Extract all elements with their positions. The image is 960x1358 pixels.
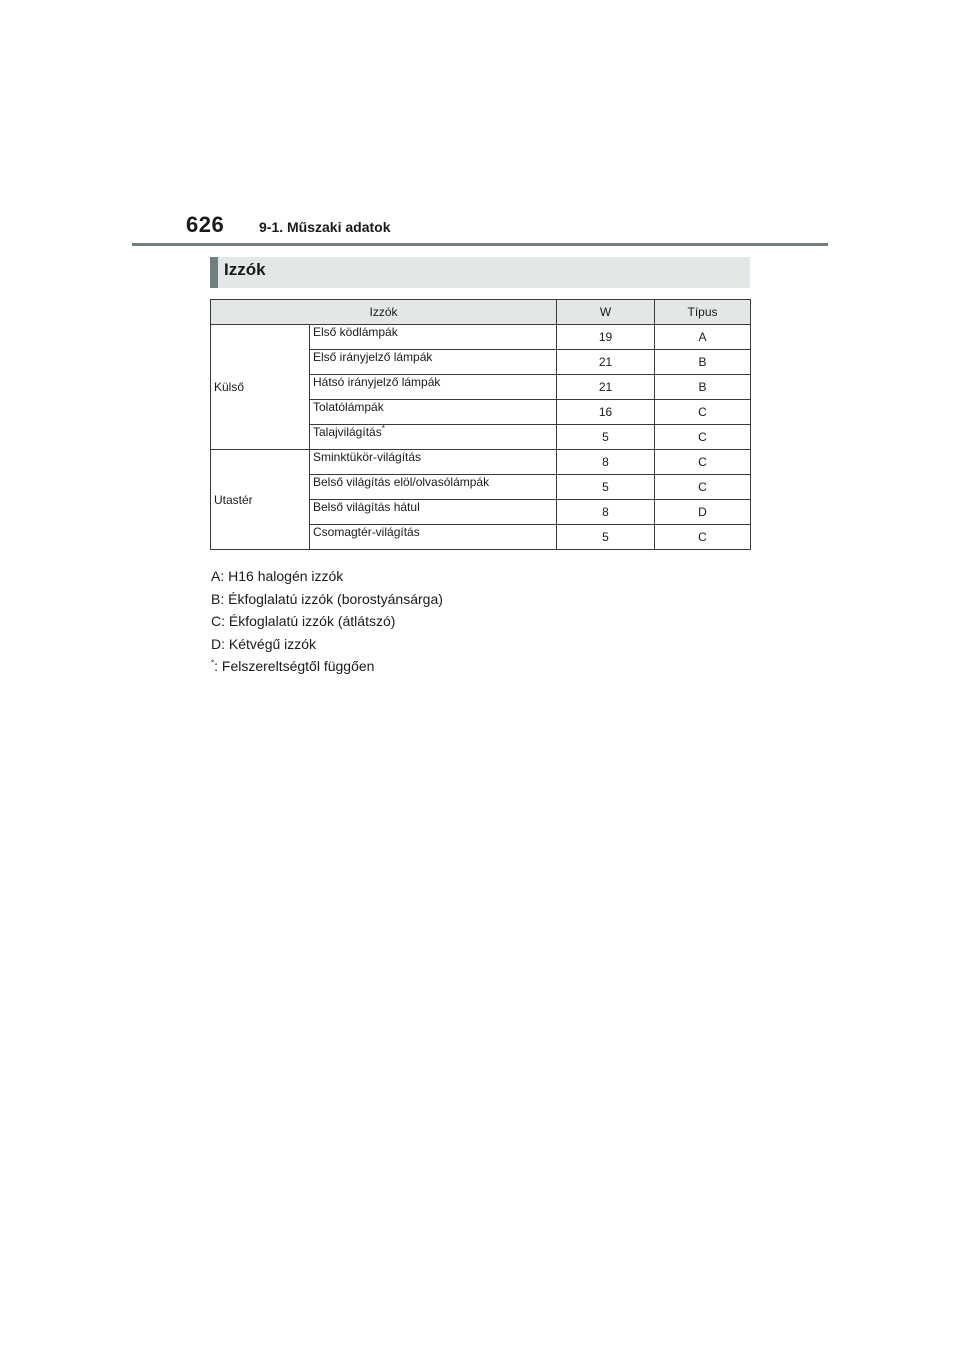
bulb-wattage: 8: [557, 450, 655, 475]
header-divider: [132, 243, 828, 246]
bulb-name: Sminktükör-világítás: [313, 450, 422, 464]
bulb-name-cell: [310, 400, 557, 425]
legend-text: A: H16 halogén izzók: [211, 568, 344, 584]
bulb-name-cell: [310, 450, 557, 475]
bulb-wattage: 5: [557, 425, 655, 450]
legend-text: : Felszereltségtől függően: [214, 658, 375, 674]
table-body: [211, 325, 751, 550]
bulb-wattage: 5: [557, 525, 655, 550]
column-header-type: Típus: [655, 300, 751, 325]
section-title: Izzók: [224, 260, 266, 279]
chapter-title: 9-1. Műszaki adatok: [259, 219, 391, 235]
footnote-mark: *: [211, 658, 215, 668]
column-header-bulbs: Izzók: [211, 300, 557, 325]
bulb-wattage: 16: [557, 400, 655, 425]
bulb-table: [210, 299, 751, 550]
bulb-name-cell: [310, 325, 557, 350]
column-header-watt: W: [557, 300, 655, 325]
bulb-name-cell: [310, 525, 557, 550]
legend-item: [211, 655, 443, 678]
legend-text: B: Ékfoglalatú izzók (borostyánsárga): [211, 590, 443, 607]
legend: [211, 565, 443, 678]
bulb-name: Első ködlámpák: [313, 325, 398, 339]
bulb-type: B: [655, 350, 751, 375]
legend-item: [211, 633, 443, 656]
bulb-name: Hátsó irányjelző lámpák: [313, 375, 441, 389]
row-group-label: Külső: [211, 325, 310, 450]
legend-text: D: Kétvégű izzók: [211, 635, 317, 652]
bulb-name: Belső világítás hátul: [313, 500, 420, 514]
bulb-name-cell: [310, 475, 557, 500]
bulb-name: Csomagtér-világítás: [313, 525, 420, 539]
bulb-type: D: [655, 500, 751, 525]
page-number: 626: [186, 212, 225, 237]
bulb-type: A: [655, 325, 751, 350]
table-row: [211, 325, 751, 350]
bulb-name-cell: [310, 350, 557, 375]
bulb-type: C: [655, 425, 751, 450]
bulb-name-cell: [310, 425, 557, 450]
bulb-type: C: [655, 450, 751, 475]
bulb-wattage: 19: [557, 325, 655, 350]
bulb-name-cell: [310, 500, 557, 525]
table-header-row: [211, 300, 751, 325]
bulb-name: Első irányjelző lámpák: [313, 350, 433, 364]
bulb-wattage: 21: [557, 350, 655, 375]
table-row: [211, 450, 751, 475]
bulb-wattage: 8: [557, 500, 655, 525]
bulb-name: Talajvilágítás: [313, 425, 382, 439]
bulb-name-cell: [310, 375, 557, 400]
section-heading: [210, 257, 750, 288]
legend-item: [211, 565, 443, 588]
bulb-wattage: 5: [557, 475, 655, 500]
legend-item: [211, 610, 443, 633]
legend-item: [211, 588, 443, 611]
legend-text: C: Ékfoglalatú izzók (átlátszó): [211, 613, 396, 629]
bulb-name: Belső világítás elöl/olvasólámpák: [313, 475, 490, 489]
footnote-mark: *: [381, 424, 385, 433]
bulb-wattage: 21: [557, 375, 655, 400]
bulb-type: C: [655, 400, 751, 425]
bulb-name: Tolatólámpák: [313, 400, 384, 414]
bulb-type: C: [655, 525, 751, 550]
bulb-type: B: [655, 375, 751, 400]
row-group-label: Utastér: [211, 450, 310, 550]
bulb-type: C: [655, 475, 751, 500]
